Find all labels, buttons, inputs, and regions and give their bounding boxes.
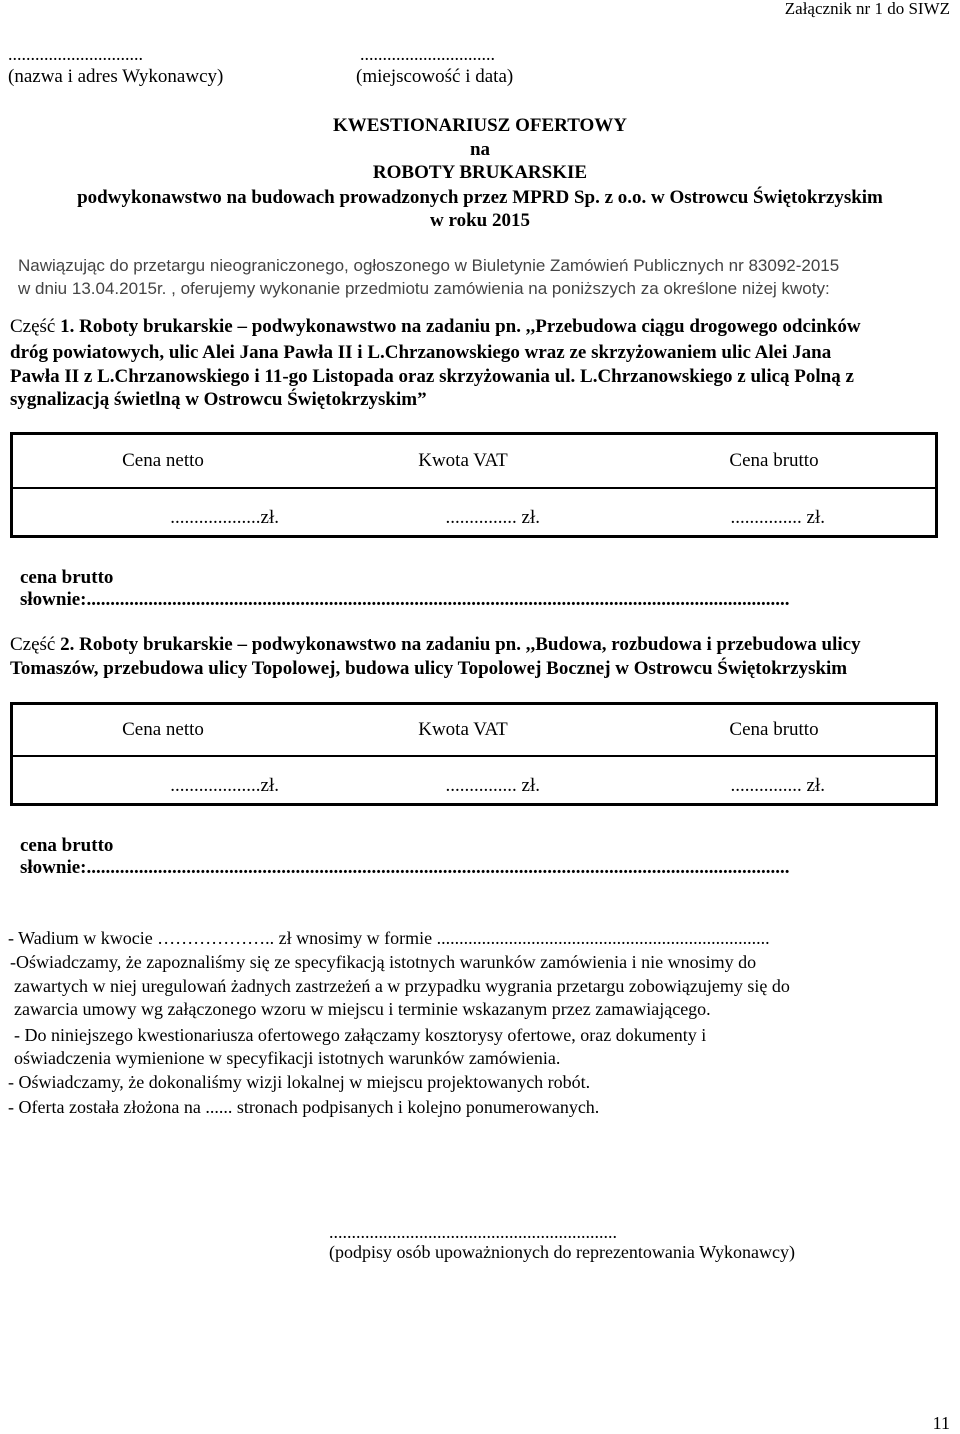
annex-label: Załącznik nr 1 do SIWZ <box>784 0 950 18</box>
title-na: na <box>469 139 491 160</box>
statement-page-count: - Oferta została złożona na ...... stronach podpisanych i kolejno ponumerowanych. <box>8 1097 600 1117</box>
title-subject: ROBOTY BRUKARSKIE <box>372 162 588 183</box>
page-number: 11 <box>932 1413 950 1433</box>
part1-gross-value[interactable]: ............... zł. <box>730 507 825 528</box>
part2-title-line-2: Tomaszów, przebudowa ulicy Topolowej, budowa ulicy Topolowej Bocznej w Ostrowcu Świętokrzyskim <box>10 658 848 679</box>
part1-title-line-4: sygnalizacją świetlną w Ostrowcu Świętokrzyskim” <box>10 389 427 410</box>
intro-line-2: w dniu 13.04.2015r. , oferujemy wykonanie przedmiotu zamówienia na poniższych za określone niżej kwoty: <box>18 279 830 298</box>
part1-gross-in-words[interactable]: słownie:.................................................................................................................................................... <box>20 589 790 610</box>
part-label: Część <box>10 634 56 655</box>
title-year: w roku 2015 <box>430 210 530 231</box>
part2-heading <box>10 634 861 656</box>
place-date-label: (miejscowość i data) <box>356 66 514 87</box>
part2-net-value[interactable]: ...................zł. <box>170 775 279 796</box>
header-vat-amount: Kwota VAT <box>313 434 613 488</box>
statement-bid-bond: - Wadium w kwocie ……………….. zł wnosimy w formie .......................................................................... <box>8 928 770 948</box>
part2-gross-value[interactable]: ............... zł. <box>730 775 825 796</box>
part1-price-table <box>10 432 938 538</box>
part1-gross-label: cena brutto <box>20 567 114 588</box>
signature-dots: ................................................................ <box>329 1222 617 1242</box>
contractor-dots: .............................. <box>8 44 143 64</box>
header-vat-amount: Kwota VAT <box>313 704 613 756</box>
contractor-name-label: (nazwa i adres Wykonawcy) <box>8 66 224 87</box>
part1-title-line-2: dróg powiatowych, ulic Alei Jana Pawła II i L.Chrzanowskiego wraz ze skrzyżowaniem ulic Alei Jana <box>10 342 832 363</box>
statement-specification-1: -Oświadczamy, że zapoznaliśmy się ze specyfikacją istotnych warunków zamówienia i nie wnosimy do <box>10 952 757 972</box>
statement-site-visit: - Oświadczamy, że dokonaliśmy wizji lokalnej w miejscu projektowanych robót. <box>8 1072 591 1092</box>
statement-specification-2: zawartych w niej uregulowań żadnych zastrzeżeń a w przypadku wygrania przetargu zobowiązujemy się do <box>14 976 790 996</box>
intro-line-1: Nawiązując do przetargu nieograniczonego, ogłoszonego w Biuletynie Zamówień Publicznych nr 83092-2015 <box>18 256 840 275</box>
statement-attachments-2: oświadczenia wymienione w specyfikacji istotnych warunków zamówienia. <box>14 1048 561 1068</box>
header-net-price: Cena netto <box>12 434 314 488</box>
part1-title: 1. Roboty brukarskie – podwykonawstwo na zadaniu pn. ,,Przebudowa ciągu drogowego odcinków <box>55 316 861 337</box>
part1-vat-value[interactable]: ............... zł. <box>445 507 540 528</box>
header-gross-price: Cena brutto <box>613 434 937 488</box>
signature-label: (podpisy osób upoważnionych do reprezentowania Wykonawcy) <box>329 1242 795 1262</box>
header-gross-price: Cena brutto <box>613 704 937 756</box>
part2-price-table <box>10 702 938 806</box>
title-scope: podwykonawstwo na budowach prowadzonych przez MPRD Sp. z o.o. w Ostrowcu Świętokrzyskim <box>77 187 883 208</box>
statement-specification-3: zawarcia umowy wg załączonego wzoru w miejscu i terminie wskazanym przez zamawiającego. <box>14 999 711 1019</box>
part2-title: 2. Roboty brukarskie – podwykonawstwo na zadaniu pn. ,,Budowa, rozbudowa i przebudowa ulicy <box>55 634 861 655</box>
part1-title-line-3: Pawła II z L.Chrzanowskiego i 11-go Listopada oraz skrzyżowania ul. L.Chrzanowskiego z ulicą Polną z <box>10 366 854 387</box>
part2-gross-in-words[interactable]: słownie:.................................................................................................................................................... <box>20 857 790 878</box>
part1-heading <box>10 316 861 338</box>
part2-gross-label: cena brutto <box>20 835 114 856</box>
place-date-dots: .............................. <box>360 44 495 64</box>
part-label: Część <box>10 316 56 337</box>
header-net-price: Cena netto <box>12 704 314 756</box>
part1-net-value[interactable]: ...................zł. <box>170 507 279 528</box>
document-title: KWESTIONARIUSZ OFERTOWY <box>332 115 628 136</box>
part2-vat-value[interactable]: ............... zł. <box>445 775 540 796</box>
statement-attachments-1: - Do niniejszego kwestionariusza ofertowego załączamy kosztorysy ofertowe, oraz dokumenty i <box>14 1025 707 1045</box>
